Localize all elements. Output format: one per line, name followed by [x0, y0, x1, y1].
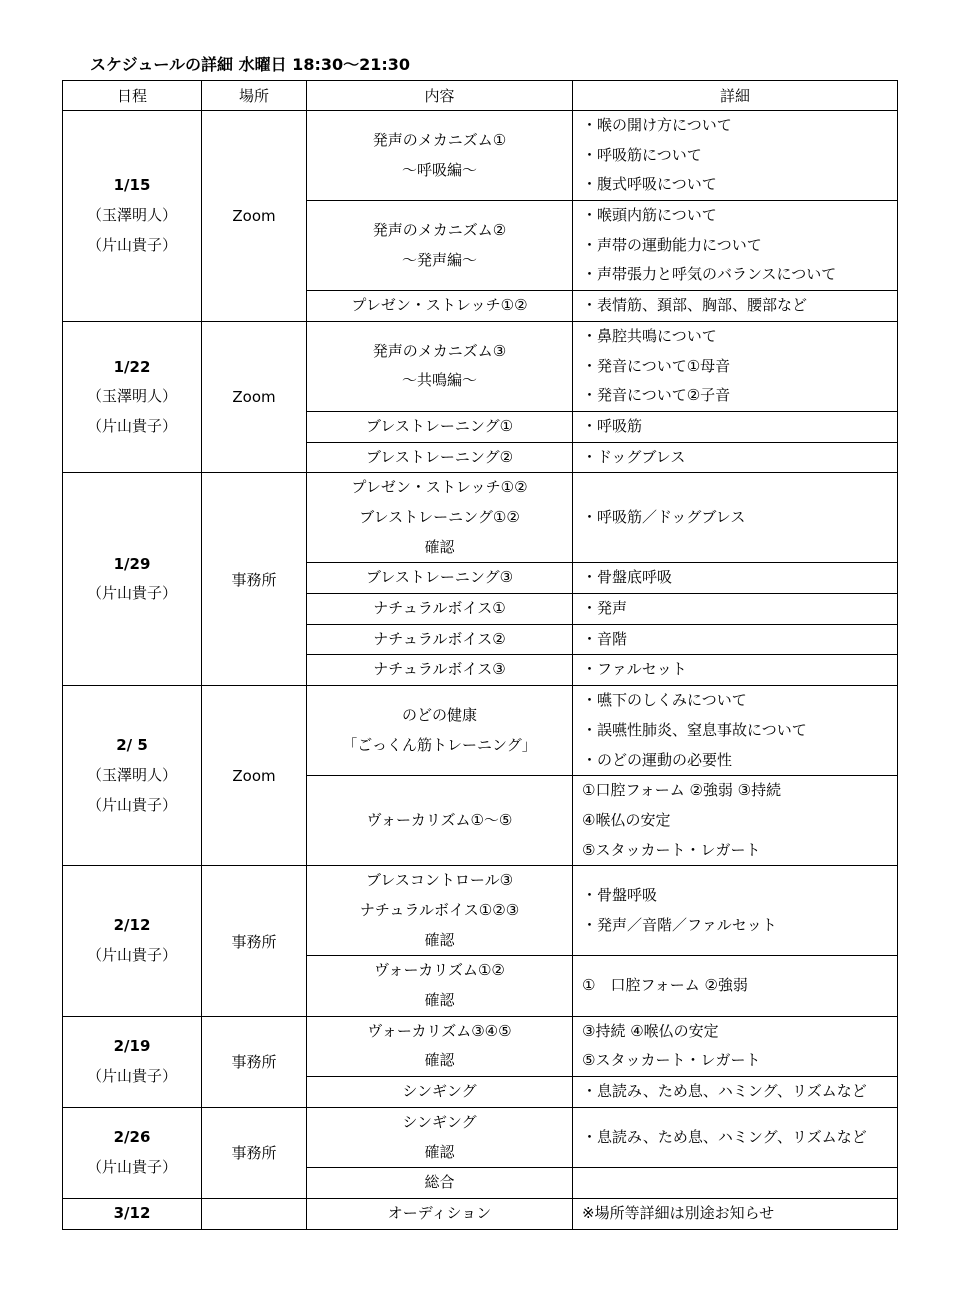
page-title: スケジュールの詳細 水曜日 18:30〜21:30	[90, 55, 411, 74]
cell-line: ・ドッグブレス	[582, 447, 686, 466]
cell-line: 確認	[424, 930, 455, 949]
place-cell: 事務所	[202, 1016, 307, 1107]
detail-cell	[573, 1077, 898, 1108]
cell-line: ・声帯の運動能力について	[582, 235, 762, 254]
cell-line: ・のどの運動の必要性	[582, 750, 733, 769]
detail-cell	[573, 442, 898, 473]
content-cell	[307, 1107, 573, 1167]
cell-line: ナチュラルボイス①②③	[359, 901, 520, 920]
session-date: 1/15	[113, 176, 151, 195]
detail-cell	[573, 655, 898, 686]
content-cell	[307, 1168, 573, 1199]
table-row	[63, 1198, 898, 1229]
empty-line	[582, 1168, 897, 1198]
place-cell: Zoom	[202, 111, 307, 322]
cell-line: プレゼン・ストレッチ①②	[351, 478, 528, 497]
table-row	[63, 473, 898, 563]
content-cell	[307, 624, 573, 655]
cell-line: ⑤スタッカート・レガート	[582, 840, 761, 859]
cell-line: ヴォーカリズム①②	[374, 961, 505, 980]
cell-line: ・音階	[582, 629, 628, 648]
instructor-name: （片山貴子）	[86, 946, 177, 965]
schedule-body	[63, 111, 898, 1230]
detail-cell	[573, 594, 898, 625]
detail-cell	[573, 866, 898, 956]
cell-line: 〜発声編〜	[401, 250, 477, 269]
detail-cell	[573, 563, 898, 594]
table-row	[63, 1016, 898, 1076]
cell-line: 発声のメカニズム②	[372, 220, 507, 239]
cell-line: シンギング	[402, 1112, 477, 1131]
table-row	[63, 866, 898, 956]
cell-line: ・呼吸筋	[582, 416, 643, 435]
date-cell	[63, 1198, 202, 1229]
instructor-name: （片山貴子）	[86, 235, 177, 254]
cell-line: ① 口腔フォーム ②強弱	[582, 976, 748, 995]
detail-cell	[573, 1016, 898, 1076]
table-row	[63, 111, 898, 201]
header-date: 日程	[63, 81, 202, 111]
cell-line: ④喉仏の安定	[582, 810, 671, 829]
instructor-name: （片山貴子）	[86, 1066, 177, 1085]
content-cell	[307, 563, 573, 594]
cell-line: ・腹式呼吸について	[582, 175, 717, 194]
instructor-name: （玉澤明人）	[86, 206, 177, 225]
cell-line: オーディション	[387, 1203, 492, 1222]
cell-line: ・声帯張力と呼気のバランスについて	[582, 265, 837, 284]
content-cell	[307, 1016, 573, 1076]
cell-line: ⑤スタッカート・レガート	[582, 1051, 761, 1070]
session-date: 3/12	[113, 1203, 151, 1222]
instructor-name: （片山貴子）	[86, 584, 177, 603]
content-cell	[307, 201, 573, 291]
cell-line: ナチュラルボイス③	[373, 660, 506, 679]
detail-cell	[573, 201, 898, 291]
header-detail: 詳細	[573, 81, 898, 111]
content-cell	[307, 111, 573, 201]
session-date: 2/19	[113, 1037, 151, 1056]
cell-line: ブレストレーニング①②	[359, 508, 520, 527]
detail-cell	[573, 411, 898, 442]
detail-cell	[573, 686, 898, 776]
cell-line: 確認	[424, 1142, 455, 1161]
date-cell	[63, 111, 202, 322]
content-cell	[307, 594, 573, 625]
detail-cell	[573, 624, 898, 655]
cell-line: ・誤嚥性肺炎、窒息事故について	[582, 720, 807, 739]
cell-line: ・嚥下のしくみについて	[582, 691, 747, 710]
cell-line: ・発声／音階／ファルセット	[582, 915, 777, 934]
cell-line: のどの健康	[401, 706, 477, 725]
instructor-name: （片山貴子）	[86, 416, 177, 435]
cell-line: ブレスコントロール③	[365, 871, 514, 890]
content-cell	[307, 411, 573, 442]
content-cell	[307, 442, 573, 473]
cell-line: 発声のメカニズム③	[372, 341, 507, 360]
place-cell	[202, 1198, 307, 1229]
detail-cell	[573, 1168, 898, 1199]
instructor-name: （玉澤明人）	[86, 387, 177, 406]
cell-line: ③持続 ④喉仏の安定	[582, 1021, 719, 1040]
detail-cell	[573, 1107, 898, 1167]
content-cell	[307, 321, 573, 411]
session-date: 2/ 5	[116, 736, 148, 755]
place-cell: 事務所	[202, 473, 307, 686]
cell-line: ・息読み、ため息、ハミング、リズムなど	[582, 1127, 867, 1146]
content-cell	[307, 956, 573, 1016]
cell-line: ブレストレーニング①	[365, 416, 514, 435]
content-cell	[307, 1198, 573, 1229]
detail-cell	[573, 956, 898, 1016]
table-row	[63, 1107, 898, 1167]
cell-line: 確認	[424, 537, 455, 556]
cell-line: 〜呼吸編〜	[401, 160, 477, 179]
cell-line: 〜共鳴編〜	[401, 371, 477, 390]
date-cell	[63, 1107, 202, 1198]
instructor-name: （片山貴子）	[86, 1157, 177, 1176]
header-row	[63, 81, 898, 111]
detail-cell	[573, 1198, 898, 1229]
cell-line: ・喉の開け方について	[582, 116, 732, 135]
cell-line: ヴォーカリズム③④⑤	[367, 1021, 512, 1040]
cell-line: ブレストレーニング③	[365, 568, 514, 587]
cell-line: ①口腔フォーム ②強弱 ③持続	[582, 781, 782, 800]
content-cell	[307, 776, 573, 866]
cell-line: 総合	[424, 1173, 455, 1192]
content-cell	[307, 866, 573, 956]
cell-line: プレゼン・ストレッチ①②	[351, 296, 528, 315]
cell-line: ヴォーカリズム①〜⑤	[366, 810, 513, 829]
header-content: 内容	[307, 81, 573, 111]
cell-line: 確認	[424, 991, 455, 1010]
cell-line: ・呼吸筋について	[582, 145, 702, 164]
cell-line: 確認	[424, 1051, 455, 1070]
detail-cell	[573, 776, 898, 866]
place-cell: Zoom	[202, 321, 307, 472]
session-date: 1/29	[113, 554, 151, 573]
cell-line: ・鼻腔共鳴について	[582, 326, 717, 345]
session-date: 1/22	[113, 357, 151, 376]
cell-line: ・息読み、ため息、ハミング、リズムなど	[582, 1082, 867, 1101]
content-cell	[307, 1077, 573, 1108]
date-cell	[63, 686, 202, 866]
cell-line: ブレストレーニング②	[365, 447, 514, 466]
table-row	[63, 321, 898, 411]
content-cell	[307, 473, 573, 563]
date-cell	[63, 866, 202, 1016]
detail-cell	[573, 291, 898, 322]
cell-line: 発声のメカニズム①	[372, 130, 507, 149]
date-cell	[63, 321, 202, 472]
cell-line: ナチュラルボイス②	[373, 629, 506, 648]
detail-cell	[573, 111, 898, 201]
detail-cell	[573, 321, 898, 411]
table-row	[63, 686, 898, 776]
header-place: 場所	[202, 81, 307, 111]
date-cell	[63, 473, 202, 686]
cell-line: ・発声	[582, 599, 628, 618]
cell-line: 「ごっくん筋トレーニング」	[342, 735, 537, 754]
cell-line: ・ファルセット	[582, 660, 687, 679]
cell-line: ・骨盤底呼吸	[582, 568, 673, 587]
cell-line: ・発音について②子音	[582, 386, 731, 405]
instructor-name: （玉澤明人）	[86, 765, 177, 784]
cell-line: ※場所等詳細は別途お知らせ	[582, 1203, 775, 1222]
content-cell	[307, 291, 573, 322]
content-cell	[307, 686, 573, 776]
schedule-table	[62, 80, 898, 1230]
session-date: 2/26	[113, 1128, 151, 1147]
session-date: 2/12	[113, 916, 151, 935]
cell-line: ・骨盤呼吸	[582, 886, 658, 905]
cell-line: ・表情筋、頚部、胸部、腰部など	[582, 296, 808, 315]
cell-line: ナチュラルボイス①	[373, 599, 506, 618]
place-cell: 事務所	[202, 866, 307, 1016]
place-cell: 事務所	[202, 1107, 307, 1198]
content-cell	[307, 655, 573, 686]
detail-cell	[573, 473, 898, 563]
cell-line: ・発音について①母音	[582, 356, 731, 375]
instructor-name: （片山貴子）	[86, 795, 177, 814]
cell-line: ・喉頭内筋について	[582, 206, 717, 225]
place-cell: Zoom	[202, 686, 307, 866]
cell-line: シンギング	[402, 1082, 477, 1101]
date-cell	[63, 1016, 202, 1107]
cell-line: ・呼吸筋／ドッグブレス	[582, 508, 746, 527]
